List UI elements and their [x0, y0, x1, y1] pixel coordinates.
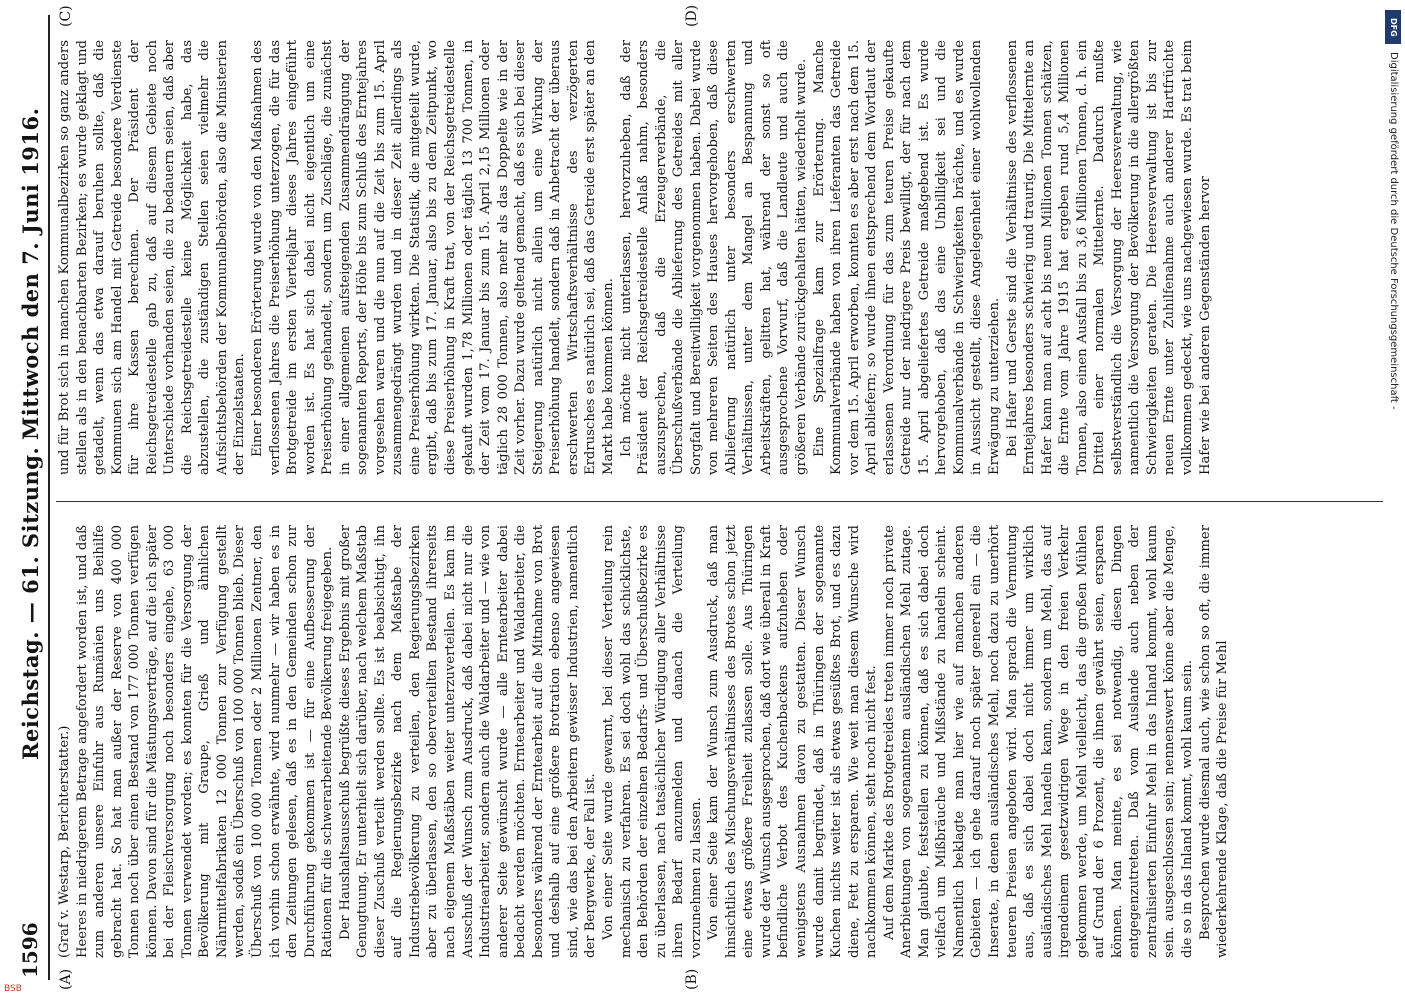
margin-marker-c: (C): [58, 5, 74, 27]
paragraph: Bei Hafer und Gerste sind die Verhältnisse des verflossenen Erntejahres besonders schwierig und traurig. Die Mittelernte an Hafer kann man auf acht bis neun Millionen Tonnen schätzen, die Ernte vom Jahre 1915 hat ergeben rund 5,4 Millionen Tonnen, also einen Ausfall bis zu 3,6 Millionen Tonnen, d. h. ein Drittel einer normalen Mittelernte. Dadurch mußte selbstverständlich die Versorgung der Heeresverwaltung, wie namentlich die Versorgung der Bevölkerung in die allergrößten Schwierigkeiten geraten. Die Heeresverwaltung ist bis zur neuen Ernte unter Zuhilfenahme auch anderer Hartfrüchte vollkommen gedeckt, wie uns nachgewiesen wurde. Es trat beim Hafer wie bei anderen Gegenständen hervor: [1004, 40, 1213, 475]
digitization-note: Digitalisierung gefördert durch die Deutsche Forschungsgemeinschaft -: [1388, 52, 1399, 410]
right-column: [56, 40, 1383, 475]
page-header: [14, 0, 48, 1000]
paragraph: und für Brot sich in manchen Kommunalbezirken so ganz anders stellen als in den benachbarten Bezirken; es wurde geklagt und getadelt, wenn das etwa darauf beruhen sollte, daß die Kommunen sich am Handel mit Getreide besondere Verdienste für ihre Kassen berechnen. Der Präsident der Reichsgetreidestelle gab zu, daß auf diesem Gebiete noch Unterschiede vorhanden seien, die zu bedauern seien, daß aber die Reichsgetreidestelle keine Möglichkeit habe, das abzustellen, die zuständigen Stellen seien vielmehr die Aufsichtsbehörden der Kommunalbehörden, also die Ministerien der Einzelstaaten.: [57, 40, 248, 475]
page-number: 1596: [18, 922, 42, 978]
margin-marker-a: (A): [58, 968, 74, 990]
header-session: Reichstag. — 61. Sitzung.: [18, 446, 43, 760]
column-divider: [56, 501, 1383, 502]
header-date: Mittwoch den 7. Juni 1916.: [18, 107, 43, 440]
margin-marker-d: (D): [684, 4, 700, 27]
paragraph: Von einer Seite wurde gewarnt, bei dieser Verteilung rein mechanisch zu verfahren. Es sei doch wohl das schicklichste, den Behörden der einzelnen Bedarfs- und Überschußbezirke es zu überlassen, nach tatsächlicher Würdigung aller Verhältnisse ihren Bedarf anzumelden und danach die Verteilung vorzunehmen zu lassen.: [600, 525, 704, 958]
margin-marker-b: (B): [684, 968, 700, 990]
paragraph: Von einer Seite kam der Wunsch zum Ausdruck, daß man hinsichtlich des Mischungsverhältnisses des Brotes schon jetzt eine etwas größere Freiheit zulassen solle. Aus Thüringen wurde der Wunsch ausgesprochen, daß dort wie überall in Kraft befindliche Verbot des Kuchenbackens aufzuheben oder wenigstens Ausnahmen davon zu gestatten. Dieser Wunsch wurde damit begründet, daß in Thüringen der sogenannte Kuchen nichts weiter ist als etwas gesüßtes Brot, und es dazu diene, Fett zu ersparen. Wie weit man diesem Wunsche wird nachkommen können, steht noch nicht fest.: [706, 525, 880, 958]
left-column: [56, 525, 1383, 958]
paragraph: Auf dem Markte des Brotgetreides treten immer noch private Anerbietungen von sogenanntem ausländischen Mehl zutage. Man glaubte, feststellen zu können, daß es sich dabei doch vielfach um Mißbräuche und Mißstände zu handeln scheint. Namentlich beklagte man hier wie auf manchen anderen Gebieten — ich gehe darauf noch später generell ein — die Inserate, in denen ausländisches Mehl, noch dazu zu unerhört teueren Preisen angeboten wird. Man sprach die Vermutung aus, daß es sich dabei doch nicht immer um wirklich ausländisches Mehl handeln kann, sondern um Mehl, das auf irgendeinem gesetzwidrigen Wege in den freien Verkehr gekommen werde, um Mehl vielleicht, das die großen Mühlen auf Grund der 6 Prozent, die ihnen gewährt seien, ersparen können. Man meinte, es sei notwendig, diesen Dingen entgegenzutreten. Daß vom Auslande auch neben der zentralisierten Einfuhr Mehl in das Inland kommt, wohl kaum sein. ausgeschlossen sein; nennenswert könne aber die Menge, die so in das Inland kommt, wohl kaum sein.: [881, 525, 1195, 958]
paragraph: Einer besonderen Erörterung wurde von den Maßnahmen des verflossenen Jahres die Preiserhöhung unterzogen, die für das Brotgetreide im ersten Vierteljahr dieses Jahres eingeführt worden ist. Es hat sich dabei nicht eigentlich um eine Preiserhöhung gehandelt, sondern um Zuschläge, die zunächst in einer allgemeinen aufsteigenden Zusammendrängung der sogenannten Reports, der Höhe bis zum Schluß des Erntejahres vorgesehen waren und die nun auf die Zeit bis zum 15. April zusammengedrängt wurden und in dieser Zeit allerdings als eine Preiserhöhung wirkten. Die Statistik, die mitgeteilt wurde, ergibt, daß bis zum 17. Januar, also bis zu dem Zeitpunkt, wo diese Preiserhöhung in Kraft trat, von der Reichsgetreidestelle gekauft wurden 1,78 Millionen oder täglich 13 700 Tonnen, in der Zeit vom 17. Januar bis zum 15. April 2,15 Millionen oder täglich 28 000 Tonnen, also mehr als das Doppelte wie in der Zeit vorher. Dazu wurde geltend gemacht, daß es sich bei dieser Steigerung natürlich nicht allein um eine Wirkung der Preiserhöhung handelt, sondern daß in Anbetracht der überaus erschwerten Wirtschaftsverhältnisse des verzögerten Erdrusches es natürlich sei, daß das Getreide erst später an den Markt habe kommen können.: [250, 40, 616, 475]
paragraph: Besprochen wurde diesmal auch, wie schon so oft, die immer wiederkehrende Klage, daß die Preise für Mehl: [1197, 525, 1231, 958]
library-stamp: BSB: [4, 984, 22, 994]
paragraph: Der Haushaltsausschuß begrüßte dieses Ergebnis mit großer Genugtuung. Er unterhielt sich darüber, nach welchem Maßstab dieser Zuschuß verteilt werden sollte. Es ist beabsichtigt, ihn auf die Regierungsbezirke nach dem Maßstabe der Industriebevölkerung zu verteilen, den Regierungsbezirken aber zu überlassen, den so oberverteilten Bestand ihrerseits nach eigenem Maßstäben weiter unterzuverteilen. Es kam im Ausschuß der Wunsch zum Ausdruck, daß dabei nicht nur die Industriearbeiter, sondern auch die Waldarbeiter und — wie von anderer Seite gewünscht wurde — alle Erntearbeiter dabei bedacht werden möchten. Erntearbeiter und Waldarbeiter, die besonders während der Erntearbeit auf die Mitnahme von Brot und deshalb auf eine größere Brotration ebenso angewiesen sind, wie das bei den Arbeitern gewisser Industrien, namentlich der Bergwerke, der Fall ist.: [337, 525, 599, 958]
speaker-line: (Graf v. Westarp, Berichterstatter.): [57, 725, 72, 958]
dfg-logo: DFG: [1385, 10, 1401, 44]
paragraph: Eine Spezialfrage kam zur Erörterung. Manche Kommunalverbände haben von ihren Lieferanten das Getreide vor dem 15. April erworben, konnten es aber erst nach dem 15. April abliefern; so wurde ihnen entsprechend dem Wortlaut der erlassenen Verordnung für das zum teuren Preise gekaufte Getreide nur der niedrigere Preis bewilligt, der für nach dem 15. April abgeliefertes Getreide maßgebend ist. Es wurde hervorgehoben, daß das eine Unbilligkeit sei und die Kommunalverbände in Schwierigkeiten brächte, und es wurde in Aussicht gestellt, diese Angelegenheit einer wohlwollenden Erwägung zu unterziehen.: [811, 40, 1002, 475]
header-rule: [48, 15, 50, 980]
paragraph: Heeres in niedrigerem Betrage angefordert worden ist, und daß zum anderen unsere Einfuhr aus Rumänien uns Beihilfe gebracht hat. So hat man außer der Reserve von 400 000 Tonnen noch über einen Bestand von 177 000 Tonnen verfügen können. Davon sind für die Mästungsverträge, auf die ich später bei der Fleischversorgung noch besonders eingehe, 63 000 Tonnen verwendet worden; es konnten für die Versorgung der Bevölkerung mit Graupe, Grieß und ähnlichen Nährmittelfabrikaten 12 000 Tonnen zur Verfügung gestellt werden, sodaß ein Überschuß von 100 000 Tonnen blieb. Dieser Überschuß von 100 000 Tonnen oder 2 Millionen Zentner, den ich vorhin schon erwähnte, wird nunmehr — wir haben es in den Zeitungen gelesen, daß es in den Gemeinden schon zur Durchführung gekommen ist — für eine Aufbesserung der Rationen für die schwerarbeitende Bevölkerung freigegeben.: [74, 525, 336, 958]
paragraph: Ich möchte nicht unterlassen, hervorzuheben, daß der Präsident der Reichsgetreidestelle Anlaß nahm, besonders auszusprechen, daß die Erzeugerverbände, die Überschußverbände die Ablieferung des Getreides mit aller Sorgfalt und Bereitwilligkeit vorgenommen haben. Dabei wurde von mehreren Seiten des Hauses hervorgehoben, daß diese Ablieferung natürlich unter besonders erschwerten Verhältnissen, unter dem Mangel an Bespannung und Arbeitskräften, gelitten hat, während der sonst so oft ausgesprochene Vorwurf, daß die Landleute und auch die größeren Verbände zurückgehalten hätten, wiederholt wurde.: [618, 40, 809, 475]
